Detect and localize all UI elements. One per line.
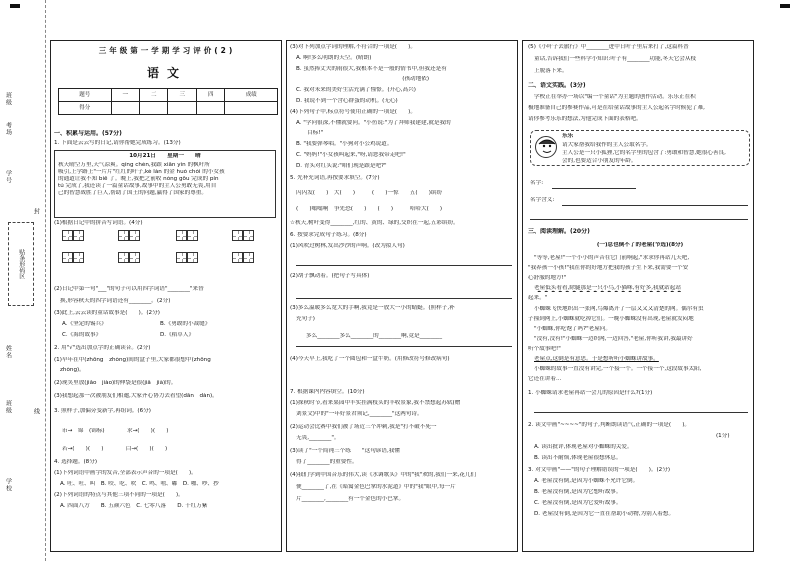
exam-title: 三年级第一学期学习评价(2) (98, 46, 236, 55)
meaning-input[interactable] (530, 219, 748, 220)
section-1-heading: 一、积累与运用。(57分) (54, 130, 122, 137)
binding-strip (0, 0, 46, 561)
diary-line: tú 完成了,我还读了一篇童话故事,故事中的主人公勇敢无畏,用自 (58, 182, 217, 189)
question-2-1-cont: zhòng)。 (60, 367, 85, 373)
name-input[interactable] (552, 188, 636, 189)
writing-grid[interactable] (232, 230, 254, 241)
question-1-2-cont: 换,形容秋天的四字词语还有________。(2分) (60, 298, 171, 304)
line-word: 线 (32, 408, 40, 415)
question-7-5[interactable]: (5)《小叶子去旅行》中________进中日叶子里后来打了,这篇科普 (528, 44, 689, 50)
meaning-label: 名字含义: (530, 197, 555, 203)
name-label: 名字: (530, 180, 544, 186)
question-2: 2. 用"√"选出加点字的正确读音。(2分) (54, 345, 151, 351)
question-7-4-cont-2[interactable]: 片________,________有一个金色的小巴掌。 (296, 496, 405, 502)
passage-line-underlined: 老屋点,这倒是有意思。于是想听听小蜘蛛讲故事。 (534, 356, 659, 362)
barcode-area: 贴条形码区 (8, 222, 34, 306)
score-input[interactable] (111, 102, 139, 115)
question-6-1: (1)风吹过树林,发出沙沙的声响。(改为拟人句) (290, 243, 405, 249)
score-cell: 一 (111, 89, 139, 102)
side-label-grade: 班级 (4, 400, 12, 414)
answer-line[interactable] (534, 412, 748, 413)
rq3-option-d[interactable]: D. 老屋没有倒,是因为它一直在帮助小动物,为别人着想。 (534, 511, 675, 517)
question-6: 6. 按要求完成句子练习。(8分) (290, 232, 367, 238)
question-7-3: (3)读了"一个简钝三个练 "这句谚语,我懂 (290, 448, 400, 454)
section-3-heading: 三、阅读理解。(20分) (528, 228, 590, 235)
q4-3-option-c[interactable]: C. 我对未来的美好生活充满了憧憬。(开心,高兴) (296, 87, 416, 93)
question-6-3: (3)多么温暖多么宽大的手啊,我竟是一放大一小的蜻蜓。(照样子,补 (290, 305, 455, 311)
question-4-1: (1)下列词语中画字的发音,全部表示声音的一项是( )。 (54, 470, 197, 476)
question-1-1: (1)根据日记中的拼音写词语。(4分) (54, 220, 143, 226)
question-1: 1. 下面是云云写的日记,请你帮她完成练习。(13分) (54, 140, 181, 146)
passage-line: 它还在讲着... (528, 376, 562, 382)
rq3-option-a[interactable]: A. 老屋没有倒,是因为小蜘蛛不允许它倒。 (534, 478, 639, 484)
q4-4-option-a-cont: 目标!" (296, 130, 324, 136)
passage-line: 小蜘蛛飞快地织出一张网,鸟爆离开了一层又又又清楚的网。偶尔有虫 (534, 306, 704, 312)
bubble-line: 会的,也要适合小朋友的年龄。 (562, 158, 637, 164)
question-6-3-pattern[interactable]: 多么________多么________的________啊,竟是________ (306, 333, 443, 339)
passage-line: "没有,没有!"小蜘蛛一边织网,一边回答,"老屋,你听我讲,我最讲好 (534, 336, 693, 342)
meaning-input[interactable] (562, 205, 748, 206)
question-7-1-cont[interactable]: 刘景文)中的"一年好景君须记,________"这两句诗。 (296, 411, 423, 417)
option-b[interactable]: B.《勇敢的小裁缝》 (160, 321, 211, 327)
subject-title: 语文 (146, 66, 187, 80)
side-label-school: 学校 (4, 478, 12, 492)
passage-line: 小蜘蛛的故事一直没有讲完,一个接一个。一个接一个,这段故事太阳, (534, 366, 702, 372)
q5-row-2[interactable]: ( )嗡嗡响 争先恐( ) ( ) 哈哈大( ) (296, 206, 443, 212)
side-label-name: 姓名 (4, 345, 12, 359)
question-6-2: (2)胡子飘动着。(把句子写具体) (290, 273, 370, 279)
question-4-4: (4)下列句子中,标点符号使用正确的一项是( )。 (290, 109, 416, 115)
writing-grid[interactable] (118, 252, 140, 263)
question-7-4: (4)我们学到中国音乐的伟大,读《水调歌头》中的"我"欢的,我们一来,花儿们 (290, 472, 477, 478)
passage-line: 起来。" (528, 295, 548, 301)
writing-grid[interactable] (176, 252, 198, 263)
question-7-3-cont[interactable]: 得了________的重要性。 (296, 459, 358, 465)
registration-mark (780, 4, 790, 8)
q4-3-option-b-cont: (孩动地依) (296, 76, 430, 82)
answer-line[interactable] (296, 265, 512, 266)
writing-grid[interactable] (62, 230, 84, 241)
rq2-option-b[interactable]: B. 读出不耐烦,体现老屋很想休息。 (534, 455, 622, 461)
rq3-option-c[interactable]: C. 老屋没有倒,是因为它爱听故事。 (534, 500, 622, 506)
question-7-5-cont[interactable]: 童话,告诉我们一些科学小知识:叶子有________功能,冬天它会从枝 (534, 56, 697, 62)
diary-line: 秋天晴空万里,天气凉爽。qíng chén,我跟 xiān yìn 的枫叶所 (58, 161, 210, 168)
side-label-class: 班级 (4, 92, 12, 106)
option-a[interactable]: A.《坚定的锡兵》 (62, 321, 107, 327)
question-2-2: (2)现笑里放(jiǎo jiào)的伸袋是很(jiǎ jià)的。 (54, 380, 177, 386)
question-7-4-cont[interactable]: 便________了,在《暗寓金色巴掌的水泥道》中的"我"眼中,每一片 (296, 484, 456, 490)
score-value-row (59, 102, 278, 115)
answer-line[interactable] (296, 346, 512, 347)
question-3: 3. 照样子,加偏旁变新字,再组词。(6分) (54, 408, 151, 414)
question-1-3: (3)此上,云云读的童话故事是( )。(2分) (54, 310, 160, 316)
question-7: 7. 根据课内内容填空。(10分) (290, 389, 365, 395)
option-c[interactable]: C.《海的故事》 (62, 332, 102, 338)
practice-text: 请你参考乐乐的想法,为他完成下面的表格吧。 (528, 116, 642, 122)
score-cell: 得分 (59, 102, 112, 115)
q4-4-option-d[interactable]: D. 青头对红头说:"咱们现是跟是吧?" (296, 163, 387, 169)
q5-row-1[interactable]: 闪闪发( ) 大( ) ( )一惊 五( )缤纷 (296, 190, 443, 196)
passage-line: "等等,老屋!"一个小小的声音在它门前响起,"求求你再站几天吧, (534, 255, 690, 261)
question-7-5-cont-2: 上脱落下来。 (534, 68, 568, 74)
child-avatar-icon (535, 136, 557, 158)
question-1-2: (2)日记中第一句"___"的句子可以用四字词语"________"来替 (54, 286, 204, 292)
score-cell: 三 (168, 89, 196, 102)
score-header-row (59, 89, 278, 102)
question-7-2-cont[interactable]: 无畏,________"。 (296, 435, 340, 441)
score-input[interactable] (225, 102, 278, 115)
reading-question-2: 2. 读文中画"~~~~"的句子,判断朗读语气,正确的一项是( )。 (528, 422, 690, 428)
q4-4-option-b[interactable]: B. "我要弹琴唱。"小狗对小公鸡说道。 (296, 141, 393, 147)
diary-line: 的通道让我不知 biē 了。晚上,我把之前收 nóng gōu 完成的 pín (58, 175, 219, 182)
score-cell: 四 (196, 89, 224, 102)
bubble-line: 请大家帮我给我作的主人公取名字。 (562, 142, 652, 148)
score-cell: 成绩 (225, 89, 278, 102)
practice-text: 学校正在举办一场以"编一个童话"为主题的创作活动。乐乐正在积 (534, 94, 696, 100)
practice-text: 极地准备自己的参赛作品,可是在给童话故事的主人公起名字时候犯了难, (528, 105, 705, 111)
diary-card (54, 150, 276, 218)
score-input[interactable] (196, 102, 224, 115)
bubble-speaker: 乐乐 (562, 133, 574, 139)
score-input[interactable] (140, 102, 168, 115)
points-label: (1分) (716, 433, 730, 439)
passage-line: "我养孩一小孩!"我在你的好地方把我的孩子生下来,我需要一个安 (528, 265, 689, 271)
writing-grid[interactable] (176, 230, 198, 241)
diary-line: 己的智慧战胜了巨人,帮助了国王的问题,赢得了国家的尊重。 (58, 189, 207, 196)
q4-4-option-a[interactable]: A. "学问很深,不懂就要问。"小鱼说:"为了拜师我建建,就是我的 (296, 120, 451, 126)
question-3-example[interactable]: 币→ 锦 (锦标) 求→( )( ) (62, 428, 169, 434)
question-3-blanks[interactable]: 若→( )( ) 白→( )( ) (62, 446, 168, 452)
score-cell: 题号 (59, 89, 112, 102)
rq2-option-a[interactable]: A. 读出批评,体现老屋对小蜘蛛的关爱。 (534, 444, 633, 450)
writing-grid[interactable] (232, 252, 254, 263)
reading-question-1: 1. 小蜘蛛请求老屋再站一会儿的原因是什么?(1分) (528, 390, 653, 396)
passage-line: 子撞到网上,小蜘蛛就吃掉它们。一晚小蜘蛛没有出现,老屋就发闷地 (528, 316, 694, 322)
diary-line: 吸引,上学路上"一片片"红红的叶子,kè làn 的金 huó chói 的小女孩 (58, 168, 225, 175)
option-d[interactable]: D.《稻草人》 (160, 332, 195, 338)
question-6-4: (4)今天早上,我吃了一个圆包和一盒牛奶。(用修改符号修改病句) (290, 356, 450, 362)
q4-3-option-b[interactable]: B. 虽然捧丈夫的雨很大,我根本不是一般的情书中,但我还是有 (296, 66, 447, 72)
passage-line: 心舒服的地方!" (528, 275, 567, 281)
reading-question-3: 3. 对文中画"——"的句子理解错误的一项是( )。(2分) (528, 467, 671, 473)
side-label-room: 考场 (4, 122, 12, 136)
side-label-id: 学号 (4, 170, 12, 184)
question-6-3-cont: 充句子) (296, 316, 315, 322)
question-7-2: (2)运动会比赛中我们被了场近三个冲刺,我是"打不破不死一 (290, 424, 437, 430)
passage-line: 听个故事吧!" (528, 346, 561, 352)
passage-line-wavy: 老屋低头看看,除腿那是一只小鸟,小猫咪,有好多,我就站起站 (534, 285, 681, 291)
question-4-2: (2)下列词语的特点与其他三项不同的一项是( )。 (54, 492, 184, 498)
passage-line: "小蜘蛛,你吃饱了吗?"老屋问。 (534, 326, 612, 332)
seal-word: 封 (32, 208, 40, 215)
question-4: 4. 选择题。(8分) (54, 459, 98, 465)
question-7-1: (1)探秋时节,看来果园中丰实挂满枝头的丰收景象,我不禁想起苏轼(赠 (290, 400, 461, 406)
q5-completion[interactable]: ☆秋天,树叶变得________,红的、黄的、绿的,交织在一起,五彩缤纷。 (290, 220, 459, 226)
score-cell: 二 (140, 89, 168, 102)
q4-3-option-a[interactable]: A. 啊!多么明朗的天空。(晴朗) (296, 55, 372, 61)
rq3-option-b[interactable]: B. 老屋没有倒,是因为它想听故事。 (534, 489, 622, 495)
q4-3-option-d[interactable]: D. 我说不到一个含心群蛋的动机。(无心) (296, 98, 398, 104)
diary-date: 10月21日 星期一 晴 (129, 153, 201, 159)
writing-grid[interactable] (118, 230, 140, 241)
question-5: 5. 先补充词语,再按要求填空。(7分) (290, 175, 380, 181)
score-input[interactable] (168, 102, 196, 115)
bubble-line: 主人公是一只小狐狸,它的名字里的包含了:勇敢和智慧,她很心善良, (562, 150, 726, 156)
question-2-3: (3)我想起那一次被朋友们相邀,大家齐心协力去看望(dān dàn)。 (54, 393, 218, 399)
question-4-2-options[interactable]: A. 四面八方 B. 五颜六色 C. 七零八落 D. 千红万紫 (60, 503, 208, 509)
writing-grid[interactable] (62, 252, 84, 263)
score-table (58, 88, 278, 115)
reading-title: (一)总也倒不了的老屋(节选)(8分) (596, 242, 684, 248)
section-2-heading: 二、语文实践。(3分) (528, 82, 586, 89)
question-4-1-options[interactable]: A. 吐、吐、叫 B. 咬、吃、吹 C. 鸣、嘻、嘟 D. 啪、吵、抄 (60, 481, 219, 487)
question-4-3: (3)对下列加点字词的理解,不符合的一项是( )。 (290, 44, 416, 50)
answer-line[interactable] (296, 298, 512, 299)
q4-4-option-c[interactable]: C. "妈妈!"小女孩叫起来,"呀,请您我带走吧!" (296, 152, 406, 158)
question-2-1: (1)早年在中(zhōng zhòng)间的盒子里,大家都很想中(zhōng (54, 357, 211, 363)
